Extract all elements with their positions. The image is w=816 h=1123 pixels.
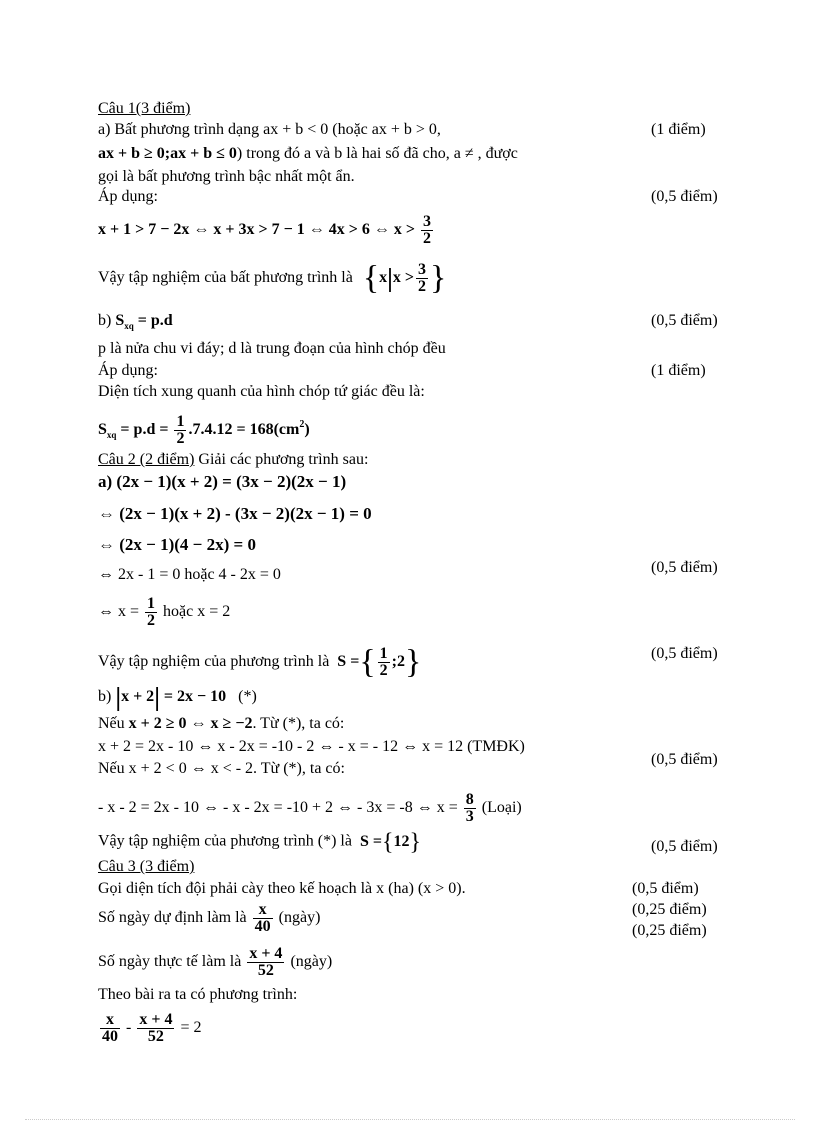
- q1-set-x: x: [379, 269, 388, 287]
- q2-line6-rest: ;2: [391, 653, 405, 671]
- q3-heading: Câu 3 (3 điểm): [98, 858, 195, 875]
- q2-a-line1: a) (2x − 1)(x + 2) = (3x − 2)(2x − 1): [98, 472, 347, 491]
- q2-b1-abs: x + 2: [121, 688, 155, 705]
- q3-l2-den: 40: [254, 918, 271, 935]
- q1-sxq-s: S: [115, 312, 125, 329]
- q2-a-line4-points: (0,5 điểm): [651, 559, 718, 576]
- q2-a-line2: ⇔ (2x − 1)(x + 2) - (3x − 2)(2x − 1) = 0: [98, 504, 372, 523]
- q2-b2-b: . Từ (*), ta có:: [252, 715, 345, 732]
- q2-b5-den: 3: [465, 808, 474, 825]
- q1-a-line2-math: ax + b ≥ 0;ax + b ≤ 0: [98, 145, 237, 162]
- q3-line1-points: (0,5 điểm): [632, 880, 699, 897]
- q3-l3-b: (ngày): [290, 953, 333, 971]
- q1-apply: Áp dụng:: [98, 188, 158, 205]
- right-brace-icon: }: [409, 829, 422, 855]
- q1-area-line: Diện tích xung quanh của hình chóp tứ giác đều là:: [98, 383, 425, 400]
- q3-line2b-points: (0,25 điểm): [632, 922, 707, 939]
- q3-eq-n1: x: [100, 1012, 120, 1029]
- q1-a-points: (1 điểm): [651, 121, 706, 138]
- q1-sxq-eq: = p.d: [137, 312, 173, 329]
- q3-line4: Theo bài ra ta có phương trình:: [98, 986, 298, 1003]
- q2-b6-S: S =: [359, 832, 382, 850]
- q1-heading: Câu 1(3 điểm): [98, 100, 191, 117]
- q1-area-formula: [98, 414, 310, 447]
- q1-a-line2-text: ) trong đó a và b là hai số đã cho, a ≠ , được: [236, 145, 518, 162]
- q1-set-frac-num: 3: [418, 261, 427, 278]
- q2-b-line4-points: (0,5 điểm): [651, 751, 718, 768]
- q2-line6-S: S =: [337, 653, 360, 671]
- q1-p-desc: p là nửa chu vi đáy; d là trung đoạn của hình chóp đều: [98, 340, 446, 357]
- q2-line6-den: 2: [379, 662, 388, 679]
- q3-l3-num: x + 4: [249, 945, 283, 962]
- q2-b2-math: x + 2 ≥ 0 ⇔ x ≥ −2: [128, 715, 253, 732]
- q1-half-den: 2: [176, 430, 185, 447]
- q1-a-line1: a) Bất phương trình dạng ax + b < 0 (hoặc ax + b > 0,: [98, 121, 441, 138]
- q3-l3-den: 52: [257, 962, 274, 979]
- q1-b-label: b): [98, 312, 112, 329]
- abs-left-icon: |: [115, 682, 122, 712]
- q3-l2-a: Số ngày dự định làm là: [98, 909, 247, 927]
- q2-b6-text: Vậy tập nghiệm của phương trình (*) là: [98, 832, 352, 850]
- q1-apply2-points: (1 điểm): [651, 362, 706, 379]
- q1-area-sub: xq: [106, 430, 117, 441]
- left-brace-icon: {: [362, 259, 380, 297]
- q2-b-conclusion-points: (0,5 điểm): [651, 838, 718, 855]
- bar-icon: |: [387, 263, 393, 293]
- q1-area-s: S: [98, 421, 107, 439]
- q3-eq-n2: x + 4: [139, 1011, 173, 1028]
- q3-l2-num: x: [253, 902, 273, 919]
- left-brace-icon: {: [381, 829, 394, 855]
- q1-apply2: Áp dụng:: [98, 362, 158, 379]
- q3-eq-d2: 52: [147, 1028, 164, 1045]
- q2-b5-b: (Loại): [481, 799, 522, 817]
- right-brace-icon: }: [404, 643, 422, 681]
- q2-b-conclusion: [98, 829, 422, 855]
- q2-line5-b: hoặc x = 2: [163, 603, 231, 621]
- q2-a-line5: [98, 596, 230, 629]
- left-brace-icon: {: [359, 643, 376, 681]
- q2-line6-fraction: [378, 646, 390, 679]
- q2-a-conclusion-points: (0,5 điểm): [651, 645, 718, 662]
- q3-eq-frac2: [137, 1012, 174, 1045]
- q3-l2-fraction: [253, 902, 273, 935]
- q1-set-cond: x >: [392, 269, 415, 287]
- q2-b5-a: - x - 2 = 2x - 10 ⇔ - x - 2x = -10 + 2 ⇔ - 3x = -8 ⇔ x =: [98, 799, 458, 817]
- q2-b-line5: [98, 792, 522, 825]
- page-bottom-divider: [25, 1119, 795, 1120]
- q3-eq-frac1: [100, 1012, 120, 1045]
- q1-fraction-3-2: [421, 214, 433, 247]
- q2-heading-line: [98, 451, 368, 469]
- q2-b-line1: [98, 682, 257, 712]
- q1-set-frac-den: 2: [418, 278, 427, 295]
- q1-inequality: [98, 214, 435, 247]
- q2-b-line2: [98, 715, 344, 733]
- q3-l2-b: (ngày): [278, 909, 321, 927]
- q3-l3-a: Số ngày thực tế làm là: [98, 953, 242, 971]
- q1-b-formula: [98, 312, 173, 335]
- q1-a-line2: [98, 145, 518, 163]
- q3-line3: [98, 946, 332, 979]
- q3-l3-fraction: [247, 946, 284, 979]
- q1-sxq-sub: xq: [124, 321, 134, 331]
- q2-b1-a: b): [98, 688, 112, 705]
- q2-heading-rest: Giải các phương trình sau:: [194, 451, 369, 468]
- q1-area-mid: = p.d =: [120, 421, 169, 439]
- q1-area-rest: .7.4.12 = 168(cm: [188, 421, 300, 439]
- q2-line5-a: ⇔ x =: [98, 603, 140, 621]
- q1-solution-set: [98, 259, 447, 297]
- q3-line2: [98, 902, 320, 935]
- q2-a-conclusion: [98, 643, 422, 681]
- q2-line5-den: 2: [147, 612, 156, 629]
- q1-area-close: ): [304, 421, 310, 439]
- q2-b-line4: Nếu x + 2 < 0 ⇔ x < - 2. Từ (*), ta có:: [98, 760, 345, 777]
- q2-line5-fraction: [145, 596, 157, 629]
- q2-b6-val: 12: [393, 832, 410, 850]
- q2-b5-fraction: [464, 792, 476, 825]
- q1-a-line3: gọi là bất phương trình bậc nhất một ẩn.: [98, 168, 355, 185]
- q3-eq-rhs: = 2: [180, 1019, 202, 1037]
- q2-b2-a: Nếu: [98, 715, 125, 732]
- right-brace-icon: }: [430, 259, 447, 297]
- q3-line2-points: (0,25 điểm): [632, 901, 707, 918]
- q1-apply-points: (0,5 điểm): [651, 188, 718, 205]
- q2-line6-text: Vậy tập nghiệm của phương trình là: [98, 653, 330, 671]
- q2-b-line3: x + 2 = 2x - 10 ⇔ x - 2x = -10 - 2 ⇔ - x = - 12 ⇔ x = 12 (TMĐK): [98, 738, 525, 755]
- q2-a-line4: ⇔ 2x - 1 = 0 hoặc 4 - 2x = 0: [98, 566, 281, 583]
- q1-area-sup: 2: [299, 419, 305, 431]
- q2-heading: Câu 2 (2 điểm): [98, 451, 195, 468]
- q1-area-half: [174, 414, 186, 447]
- q3-line1: Gọi diện tích đội phải cày theo kế hoạch là x (ha) (x > 0).: [98, 880, 466, 897]
- q2-line6-num: 1: [379, 645, 388, 662]
- abs-right-icon: |: [154, 682, 160, 712]
- q1-conclude-text: Vậy tập nghiệm của bất phương trình là: [98, 269, 353, 287]
- q1-half-num: 1: [176, 413, 185, 430]
- q1-b-points: (0,5 điểm): [651, 312, 718, 329]
- q2-b1-c: (*): [238, 688, 257, 705]
- q1-frac-num: 3: [422, 213, 431, 230]
- q2-b5-num: 8: [465, 791, 474, 808]
- q1-set-fraction: [416, 262, 428, 295]
- q1-inequality-main: x + 1 > 7 − 2x ⇔ x + 3x > 7 − 1 ⇔ 4x > 6 ⇔ x >: [98, 221, 415, 239]
- q2-b1-b: = 2x − 10: [163, 688, 227, 705]
- q2-a-line3: ⇔ (2x − 1)(4 − 2x) = 0: [98, 535, 256, 554]
- q3-equation: [98, 1012, 201, 1045]
- q2-line5-num: 1: [147, 595, 156, 612]
- q3-eq-minus: -: [122, 1019, 136, 1037]
- q1-frac-den: 2: [422, 230, 431, 247]
- q3-eq-d1: 40: [102, 1028, 118, 1045]
